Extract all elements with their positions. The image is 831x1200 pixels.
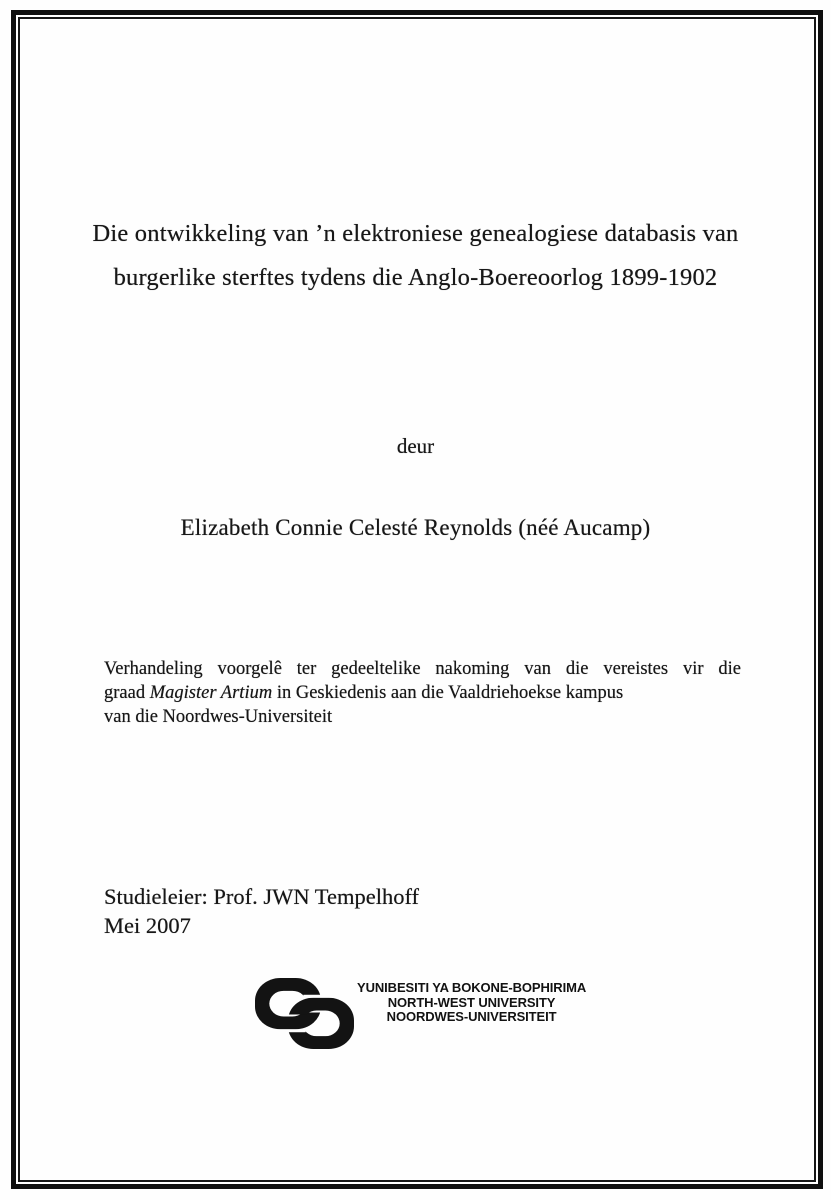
author-name: Elizabeth Connie Celesté Reynolds (néé Aucamp) — [180, 515, 651, 540]
logo-line-setswana: YUNIBESITI YA BOKONE-BOPHIRIMA — [357, 980, 587, 995]
thesis-title-line2: burgerlike sterftes tydens die Anglo-Boereoorlog 1899-1902 — [113, 264, 718, 291]
thesis-title — [60, 212, 771, 300]
supervisor-line: Studieleier: Prof. JWN Tempelhoff — [104, 884, 420, 909]
university-logo — [255, 975, 586, 1049]
submission-line2 — [104, 682, 741, 706]
submission-line2-post: in Geskiedenis aan die Vaaldriehoekse kampus — [272, 682, 624, 703]
date-line: Mei 2007 — [104, 912, 191, 938]
submission-line2-pre: graad — [104, 682, 150, 703]
degree-name-italic: Magister Artium — [149, 682, 273, 703]
thesis-title-line1: Die ontwikkeling van ’n elektroniese genealogiese databasis van — [92, 220, 739, 247]
submission-line1: Verhandeling voorgelê ter gedeeltelike nakoming van die vereistes vir die — [104, 659, 741, 679]
supervisor-block — [104, 883, 419, 940]
byline-deur-label: deur — [396, 434, 435, 458]
submission-line3: van die Noordwes-Universiteit — [104, 706, 333, 727]
submission-statement — [104, 658, 741, 729]
logo-line-english: NORTH-WEST UNIVERSITY — [387, 994, 556, 1010]
university-wordmark — [357, 981, 586, 1025]
nwu-interlocked-links-icon — [255, 978, 354, 1049]
logo-line-afrikaans: NOORDWES-UNIVERSITEIT — [386, 1009, 557, 1025]
